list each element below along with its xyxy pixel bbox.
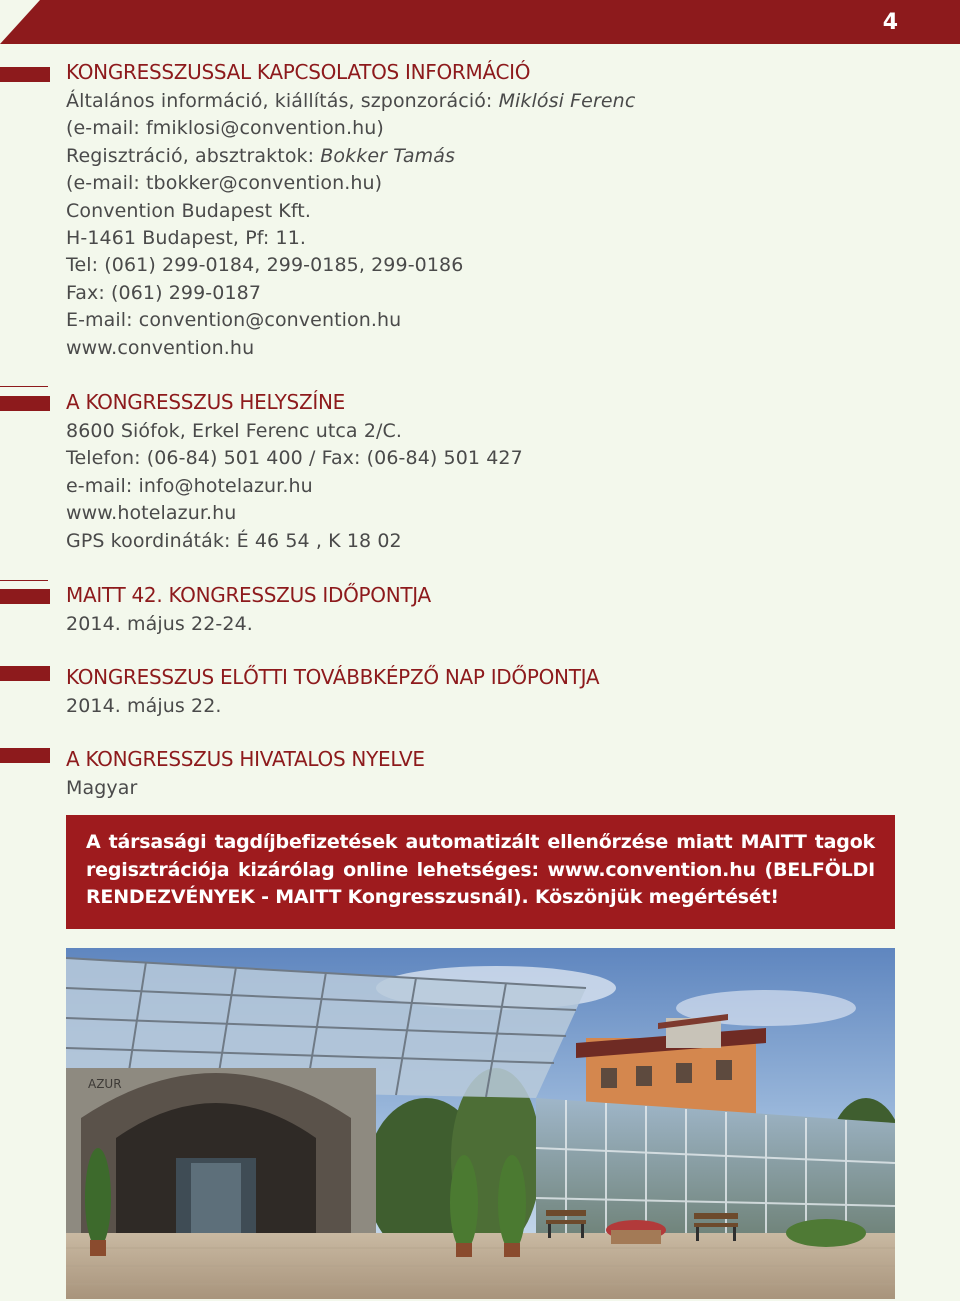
section-marker xyxy=(0,666,50,681)
section-marker xyxy=(0,67,50,82)
line-registration xyxy=(66,143,635,170)
hotel-photo xyxy=(66,948,895,1299)
section-divider xyxy=(0,580,48,581)
line-phone: Telefon: (06-84) 501 400 / Fax: (06-84) 501 427 xyxy=(66,447,523,470)
section-divider xyxy=(0,386,48,387)
section-heading: MAITT 42. KONGRESSZUS IDŐPONTJA xyxy=(66,583,431,607)
section-heading: A KONGRESSZUS HELYSZÍNE xyxy=(66,390,345,414)
line-phone: Tel: (061) 299-0184, 299-0185, 299-0186 xyxy=(66,254,464,277)
hotel-photo-illustration xyxy=(66,948,895,1299)
line-email: (e-mail: tbokker@convention.hu) xyxy=(66,172,383,195)
notice-text: A társasági tagdíjbefizetések automatizált ellenőrzése miatt MAITT tagok regisztrációja kizárólag online lehetséges: www.convention.hu (BELFÖLDI RENDEZVÉNYEK - MAITT Kongresszusnál). Köszönjük megértését! xyxy=(86,831,875,908)
section-heading: KONGRESSZUSSAL KAPCSOLATOS INFORMÁCIÓ xyxy=(66,60,531,84)
line-date: 2014. május 22-24. xyxy=(66,613,253,635)
line-website: www.hotelazur.hu xyxy=(66,502,237,525)
line-email: e-mail: info@hotelazur.hu xyxy=(66,474,313,497)
line-gps: GPS koordináták: É 46 54 , K 18 02 xyxy=(66,529,402,552)
section-marker xyxy=(0,589,50,604)
line-date: 2014. május 22. xyxy=(66,695,222,717)
language-lines xyxy=(66,775,137,802)
line-company: Convention Budapest Kft. xyxy=(66,199,311,222)
section-heading: KONGRESSZUS ELŐTTI TOVÁBBKÉPZŐ NAP IDŐPONTJA xyxy=(66,665,600,689)
venue-lines xyxy=(66,418,523,555)
line-language: Magyar xyxy=(66,777,138,799)
page-number: 4 xyxy=(882,10,898,35)
date-lines xyxy=(66,611,253,638)
line-fax: Fax: (061) 299-0187 xyxy=(66,281,262,304)
line-email: (e-mail: fmiklosi@convention.hu) xyxy=(66,117,384,140)
section-heading: A KONGRESSZUS HIVATALOS NYELVE xyxy=(66,747,425,771)
line-address: 8600 Siófok, Erkel Ferenc utca 2/C. xyxy=(66,420,403,442)
top-banner-notch xyxy=(0,0,40,44)
line-email: E-mail: convention@convention.hu xyxy=(66,309,402,332)
line-address: H-1461 Budapest, Pf: 11. xyxy=(66,227,307,250)
line-general-info xyxy=(66,88,635,115)
line-label: Regisztráció, absztraktok: xyxy=(66,144,315,167)
precongress-lines xyxy=(66,693,222,720)
contact-lines xyxy=(66,88,635,362)
registration-notice xyxy=(66,815,895,929)
contact-person: Bokker Tamás xyxy=(320,144,456,167)
line-website: www.convention.hu xyxy=(66,336,255,359)
top-banner xyxy=(0,0,960,44)
contact-person: Miklósi Ferenc xyxy=(498,90,636,112)
line-label: Általános információ, kiállítás, szponzoráció: xyxy=(66,90,493,112)
section-marker xyxy=(0,396,50,411)
section-marker xyxy=(0,748,50,763)
hotel-sign: AZUR xyxy=(88,1077,122,1091)
